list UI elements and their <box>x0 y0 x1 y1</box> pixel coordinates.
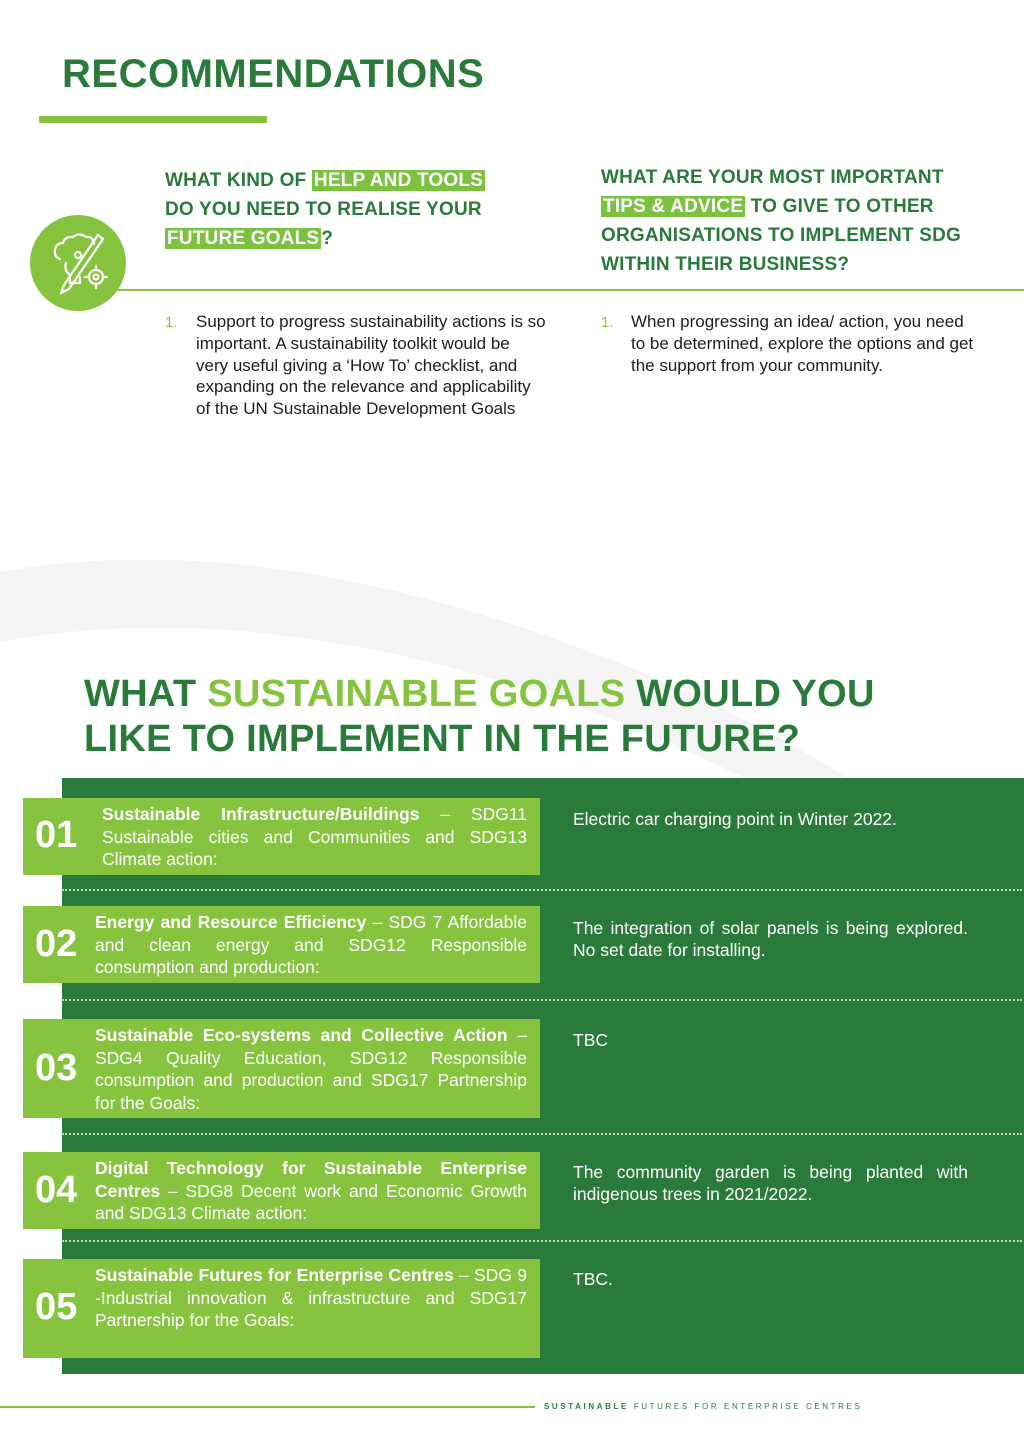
answer-number: 1. <box>601 314 614 331</box>
goal-sdg-text: – SDG11 Sustainable cities and Communities and SDG13 Climate action: <box>102 804 527 869</box>
question-text: WHAT ARE YOUR MOST IMPORTANT <box>601 167 944 188</box>
footer-brand-rest: FUTURES FOR ENTERPRISE CENTRES <box>628 1402 863 1411</box>
goal-answer-02: The integration of solar panels is being explored. No set date for installing. <box>573 918 968 960</box>
goal-number: 01 <box>35 814 78 856</box>
section-title-part: LIKE TO IMPLEMENT IN THE FUTURE? <box>84 718 801 760</box>
goal-description <box>95 1264 527 1332</box>
goal-description <box>95 1024 527 1114</box>
title-underline <box>39 116 267 123</box>
footer-line <box>0 1406 535 1408</box>
brain-tools-icon <box>30 215 126 311</box>
question-highlight: FUTURE GOALS <box>167 228 320 249</box>
goal-description <box>102 803 527 871</box>
answer-text: Support to progress sustainability actions is so important. A sustainability toolkit would be very useful giving a ‘How To’ checklist, and expanding on the relevance and applicability of the UN Sustainable Development Goals <box>196 312 546 419</box>
section-title-highlight: SUSTAINABLE GOALS <box>207 673 626 715</box>
goal-card-01 <box>23 798 540 875</box>
question-text: TO GIVE TO OTHER <box>745 196 934 217</box>
footer-brand-bold: SUSTAINABLE <box>544 1402 629 1411</box>
goal-card-05 <box>23 1259 540 1358</box>
row-separator <box>62 1133 1022 1135</box>
question-help-tools <box>165 166 555 253</box>
goal-card-02 <box>23 906 540 983</box>
question-highlight: HELP AND TOOLS <box>313 170 484 191</box>
goal-answer-01: Electric car charging point in Winter 2022. <box>573 809 897 829</box>
goal-description <box>95 1157 527 1225</box>
answer-text: When progressing an idea/ action, you need to be determined, explore the options and get the support from your community. <box>631 312 974 375</box>
goal-sdg-text: – SDG 7 Affordable and clean energy and SDG12 Responsible consumption and production: <box>95 912 527 977</box>
section-title-part: WOULD YOU <box>625 673 875 715</box>
goal-name: Energy and Resource Efficiency <box>95 912 367 932</box>
goal-name: Sustainable Eco-systems and Collective Action <box>95 1025 508 1045</box>
goal-sdg-text: – SDG4 Quality Education, SDG12 Responsible consumption and production and SDG17 Partnership for the Goals: <box>95 1025 527 1113</box>
goal-answer-05: TBC. <box>573 1269 613 1289</box>
goal-sdg-text: – SDG8 Decent work and Economic Growth and SDG13 Climate action: <box>95 1180 527 1223</box>
answer-number: 1. <box>165 314 178 331</box>
goal-description <box>95 911 527 979</box>
section-title-part: WHAT <box>84 673 208 715</box>
goal-number: 03 <box>35 1047 78 1089</box>
question-text: ORGANISATIONS TO IMPLEMENT SDG <box>601 225 961 246</box>
goal-name: Sustainable Futures for Enterprise Centres <box>95 1265 454 1285</box>
goal-sdg-text: – SDG 9 -Industrial innovation & infrastructure and SDG17 Partnership for the Goals: <box>95 1265 527 1330</box>
divider-line <box>106 289 1024 291</box>
goal-number: 02 <box>35 923 78 965</box>
question-text: WHAT KIND OF <box>165 170 312 191</box>
goal-name: Sustainable Infrastructure/Buildings <box>102 804 420 824</box>
question-text: ? <box>321 228 334 249</box>
question-text: DO YOU NEED TO REALISE YOUR <box>165 199 482 220</box>
question-text: WITHIN THEIR BUSINESS? <box>601 254 850 275</box>
section-title <box>84 672 984 762</box>
goal-number: 04 <box>35 1169 78 1211</box>
goal-card-04 <box>23 1152 540 1229</box>
row-separator <box>62 889 1022 891</box>
question-highlight: TIPS & ADVICE <box>603 196 744 217</box>
goal-name: Digital Technology for Sustainable Enterprise Centres <box>95 1158 527 1201</box>
footer-brand <box>544 1402 862 1411</box>
goal-answer-04: The community garden is being planted with indigenous trees in 2021/2022. <box>573 1162 968 1204</box>
goal-card-03 <box>23 1019 540 1118</box>
goal-number: 05 <box>35 1286 78 1328</box>
question-tips-advice <box>601 163 1001 279</box>
goal-answer-03: TBC <box>573 1030 608 1050</box>
page-title: RECOMMENDATIONS <box>62 52 485 96</box>
row-separator <box>62 999 1022 1001</box>
row-separator <box>62 1240 1022 1242</box>
